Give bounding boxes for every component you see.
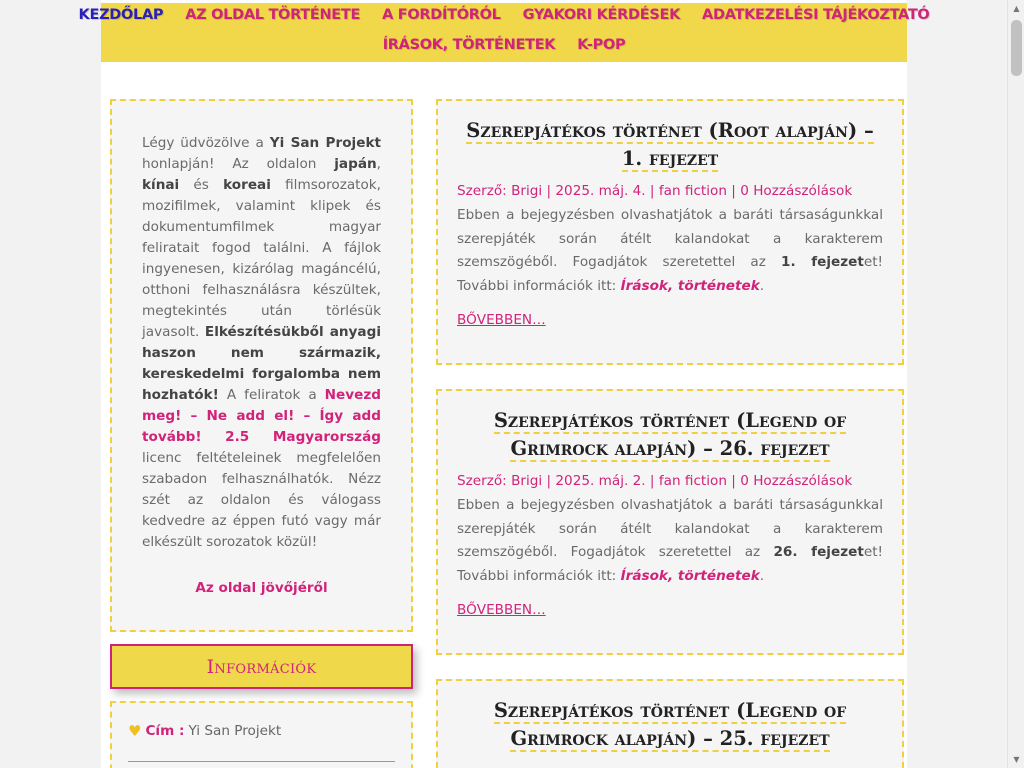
post-excerpt: Ebben a bejegyzésben olvashatjátok a baráti társaságunkkal szerepjáték során átélt kalandokat a karakterem szemszögéből. Fogadjátok szeretettel az 1. fejezetet! További információk itt: Írások, történetek.: [457, 207, 883, 294]
main-navigation: [78, 0, 930, 62]
info-address-line: [128, 722, 395, 740]
writings-link[interactable]: Írások, történetek: [620, 567, 760, 584]
post-card: [436, 99, 904, 365]
post-meta: Szerző: Brigi | 2025. máj. 2. | fan fiction | 0 Hozzászólások: [457, 473, 853, 489]
writings-link[interactable]: Írások, történetek: [620, 277, 760, 294]
post-comments-link[interactable]: 0 Hozzászólások: [740, 183, 853, 199]
heart-icon: ♥: [128, 722, 142, 740]
nav-site-history[interactable]: AZ OLDAL TÖRTÉNETE: [185, 7, 361, 23]
post-excerpt: Ebben a bejegyzésben olvashatjátok a baráti társaságunkkal szerepjáték során átélt kalandokat a karakterem szemszögéből. Fogadjátok szeretettel az 26. fejezetet! További információk itt: Írások, történetek.: [457, 497, 883, 584]
post-title: [457, 407, 883, 463]
nav-faq[interactable]: GYAKORI KÉRDÉSEK: [522, 7, 681, 23]
post-date: 2025. máj. 2.: [555, 473, 646, 489]
post-card: [436, 679, 904, 768]
info-widget-title: Információk: [206, 655, 317, 678]
scroll-down-arrow-icon[interactable]: ▼: [1013, 755, 1020, 764]
post-meta: Szerző: Brigi | 2025. máj. 4. | fan fiction | 0 Hozzászólások: [457, 183, 853, 199]
post-title-link[interactable]: Szerepjátékos történet (Legend of Grimrock alapján) – 25. fejezet: [493, 699, 847, 750]
read-more-link[interactable]: BŐVEBBEN…: [457, 312, 546, 328]
post-card: [436, 389, 904, 655]
info-value: Yi San Projekt: [188, 723, 282, 739]
post-title-link[interactable]: Szerepjátékos történet (Legend of Grimrock alapján) – 26. fejezet: [493, 409, 847, 460]
page: [78, 0, 930, 768]
nav-row-1: [78, 7, 930, 23]
vertical-scrollbar[interactable]: [1007, 0, 1024, 768]
divider: [128, 761, 395, 762]
post-title: [457, 117, 883, 173]
nav-home[interactable]: KEZDŐLAP: [78, 7, 164, 23]
nav-row-2: [101, 37, 907, 53]
scroll-up-arrow-icon[interactable]: ▲: [1013, 4, 1020, 13]
post-category-link[interactable]: fan fiction: [658, 183, 727, 199]
nav-about-translator[interactable]: A FORDÍTÓRÓL: [382, 7, 501, 23]
info-widget: [110, 701, 413, 768]
post-author-link[interactable]: Szerző: Brigi: [457, 473, 543, 489]
license-link[interactable]: Nevezd meg! – Ne add el! – Így add tovább! 2.5 Magyarország: [142, 387, 381, 445]
post-title-link[interactable]: Szerepjátékos történet (Root alapján) – 1. fejezet: [466, 119, 874, 170]
info-label: Cím :: [145, 723, 185, 739]
read-more-link[interactable]: BŐVEBBEN…: [457, 602, 546, 618]
post-comments-link[interactable]: 0 Hozzászólások: [740, 473, 853, 489]
post-author-link[interactable]: Szerző: Brigi: [457, 183, 543, 199]
site-future-link[interactable]: Az oldal jövőjéről: [195, 580, 328, 596]
post-date: 2025. máj. 4.: [555, 183, 646, 199]
scrollbar-thumb[interactable]: [1011, 20, 1022, 76]
nav-kpop[interactable]: K-POP: [577, 37, 626, 53]
welcome-box: [110, 99, 413, 632]
post-title: [457, 697, 883, 753]
info-widget-header: [110, 644, 413, 689]
nav-writings-stories[interactable]: ÍRÁSOK, TÖRTÉNETEK: [382, 37, 556, 53]
post-category-link[interactable]: fan fiction: [658, 473, 727, 489]
welcome-text: Légy üdvözölve a Yi San Projekt honlapján! Az oldalon japán, kínai és koreai filmsorozatok, mozifilmek, valamint klipek és dokumentumfilmek magyar feliratait fogod találni. A fájlok ingyenesen, kizárólag magáncélú, otthoni felhasználásra készültek, megtekintés után törlésük javasolt. Elkészítésükből anyagi haszon nem származik, kereskedelmi forgalomba nem hozhatók! A feliratok a Nevezd meg! – Ne add el! – Így add tovább! 2.5 Magyarország licenc feltételeinek megfelelően szabadon felhasználhatók. Nézz szét az oldalon és válogass kedvedre az éppen futó vagy már elkészült sorozatok közül!: [142, 135, 382, 550]
nav-privacy-policy[interactable]: ADATKEZELÉSI TÁJÉKOZTATÓ: [702, 7, 930, 23]
